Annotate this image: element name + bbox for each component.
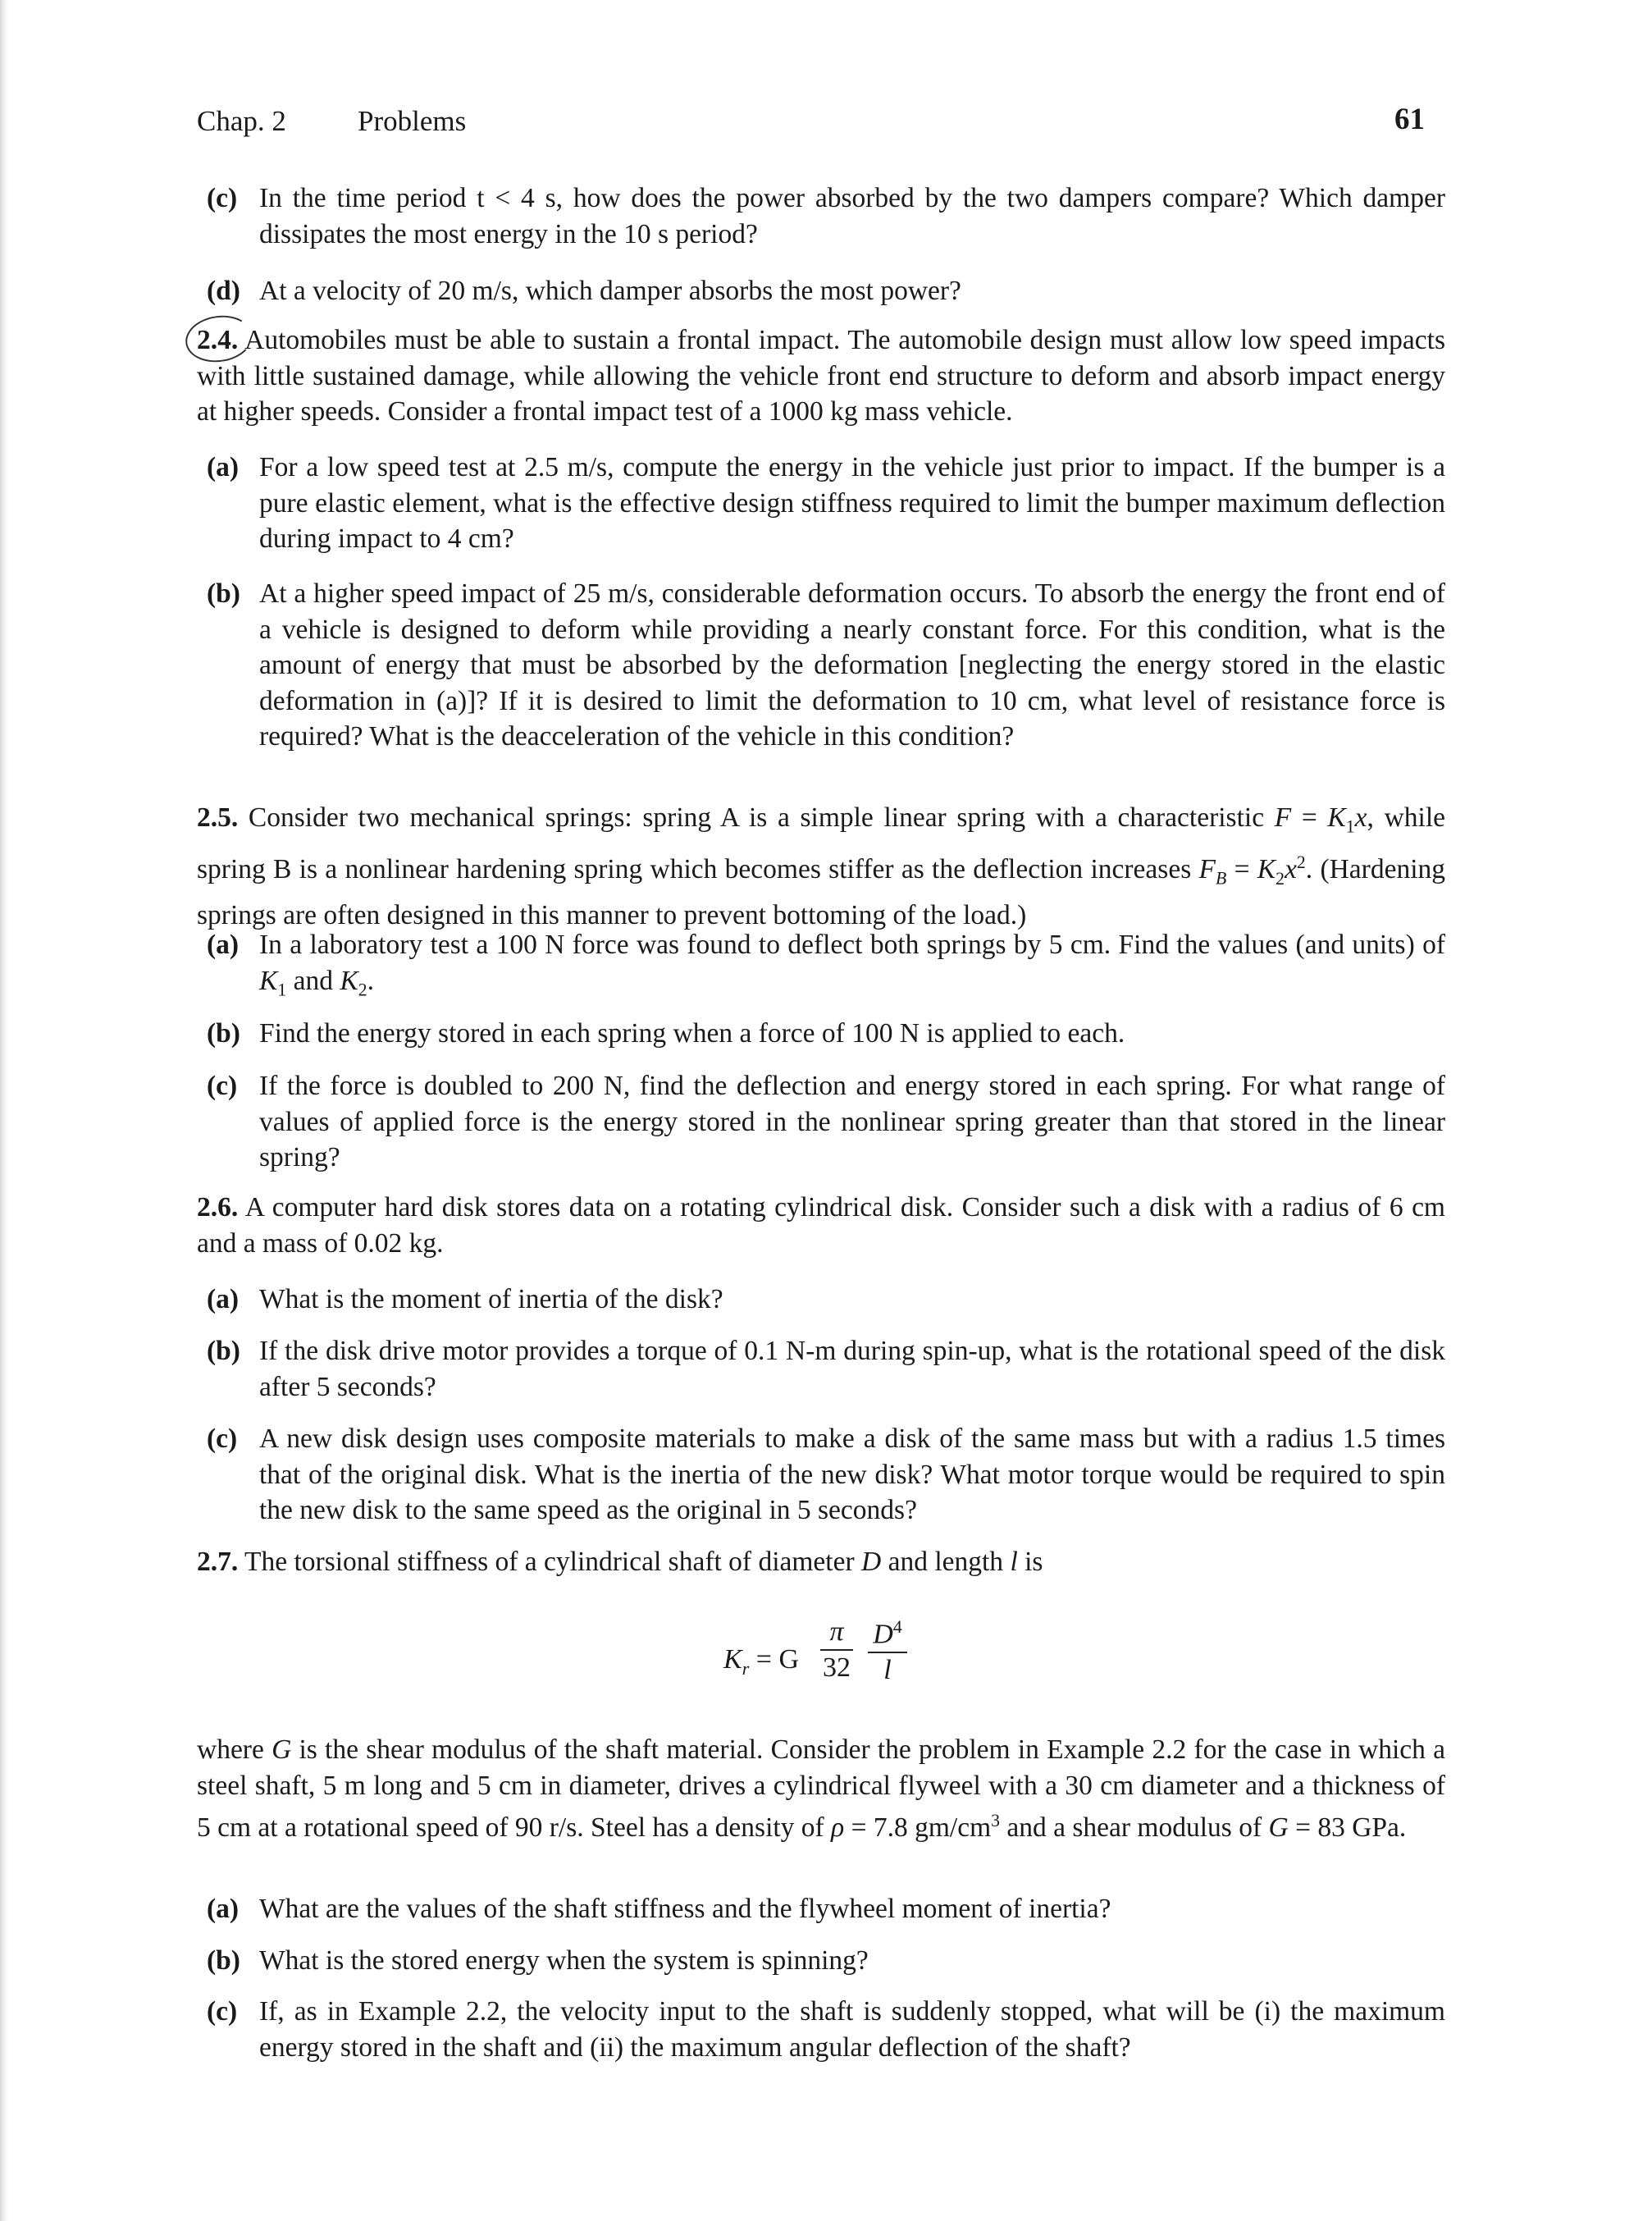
- part-label: (b): [207, 1336, 240, 1366]
- part-label: (a): [207, 1284, 240, 1314]
- problem-2-3-part-c: [207, 181, 1445, 252]
- problem-2-5-part-b: [207, 1016, 1445, 1052]
- problem-2-6: [197, 1190, 1445, 1261]
- problem-text: A computer hard disk stores data on a rotating cylindrical disk. Consider such a disk with a radius of 6 cm and a mass of 0.02 kg.: [197, 1192, 1445, 1259]
- part-text: What is the moment of inertia of the disk?: [259, 1284, 723, 1314]
- problem-2-4: [197, 322, 1445, 430]
- part-label: (b): [207, 1018, 240, 1049]
- part-label: (c): [207, 1424, 238, 1454]
- problem-text: Automobiles must be able to sustain a frontal impact. The automobile design must allow low speed impacts with little sustained damage, while allowing the vehicle front end structure to deform and absorb impact energy at higher speeds. Consider a frontal impact test of a 1000 kg mass vehicle.: [197, 325, 1445, 427]
- part-label: (c): [207, 183, 238, 213]
- part-text: A new disk design uses composite materials to make a disk of the same mass but with a radius 1.5 times that of the original disk. What is the inertia of the new disk? What motor torque would be required to spin the new disk to the same speed as the original in 5 seconds?: [259, 1424, 1445, 1525]
- problem-2-3-part-d: [207, 273, 1445, 309]
- part-text: At a higher speed impact of 25 m/s, considerable deformation occurs. To absorb the energy the front end of a vehicle is designed to deform while providing a nearly constant force. For this condition, what is the amount of energy that must be absorbed by the deformation [neglecting the energy stored in the elastic deformation in (a)]? If it is desired to limit the deformation to 10 cm, what level of resistance force is required? What is the deacceleration of the vehicle in this condition?: [259, 578, 1445, 752]
- part-label: (a): [207, 930, 240, 960]
- problem-2-6-part-c: [207, 1421, 1445, 1529]
- problem-2-5-part-a: [207, 927, 1445, 1008]
- problem-2-7-part-a: [207, 1891, 1445, 1927]
- formula-fraction-pi-over-32: π 32: [820, 1616, 853, 1684]
- part-label: (c): [207, 1996, 238, 2027]
- problem-number: 2.6.: [197, 1192, 239, 1222]
- problem-2-7-description: where G is the shear modulus of the shaft material. Consider the problem in Example 2.2 for the case in which a steel shaft, 5 m long and 5 cm in diameter, drives a cylindrical flyweel with a 30 cm diameter and a thickness of 5 cm at a rotational speed of 90 r/s. Steel has a density of ρ = 7.8 $gm/cm^3$ and a shear modulus of G = 83 GPa.: [197, 1734, 1446, 1844]
- problem-2-5: 2.5. Consider two mechanical springs: spring A is a simple linear spring with a characteristic $F = K_1x$, while spring B is a nonlinear hardening spring which becomes stiffer as the deflection increases $F_B = K_2x^2$. (Hardening springs are often designed in this manner to prevent bottoming of the load.): [197, 802, 1446, 930]
- part-text: What are the values of the shaft stiffness and the flywheel moment of inertia?: [259, 1894, 1111, 1924]
- scan-edge-shadow: [0, 0, 8, 2221]
- problem-2-7: 2.7. The torsional stiffness of a cylindrical shaft of diameter D and length l is: [197, 1547, 1043, 1577]
- part-label: (a): [207, 1894, 240, 1924]
- part-label: (b): [207, 578, 240, 609]
- problem-2-4-part-b: [207, 576, 1445, 755]
- chapter-label: Chap. 2: [197, 105, 286, 137]
- problem-2-5-part-c: [207, 1068, 1445, 1176]
- problem-2-6-part-a: [207, 1282, 1445, 1318]
- part-label: (a): [207, 452, 240, 482]
- part-text: In a laboratory test a 100 N force was found to deflect both springs by 5 cm. Find the values (and units) of $K_1$ and $K_2$.: [259, 930, 1445, 1000]
- problem-2-7-part-c: [207, 1994, 1445, 2065]
- part-text: At a velocity of 20 m/s, which damper absorbs the most power?: [259, 276, 961, 306]
- part-label: (d): [207, 276, 240, 306]
- problem-2-7-part-b: [207, 1943, 1445, 1979]
- problem-number-circled: 2.4.: [197, 322, 238, 359]
- formula-fraction-d4-over-l: $D^4$ l: [868, 1616, 907, 1686]
- part-text: If, as in Example 2.2, the velocity input to the shaft is suddenly stopped, what will be (i) the maximum energy stored in the shaft and (ii) the maximum angular deflection of the shaft?: [259, 1996, 1445, 2063]
- section-label: Problems: [358, 105, 467, 137]
- running-header: [197, 105, 466, 138]
- part-label: (c): [207, 1071, 238, 1101]
- part-text: If the force is doubled to 200 N, find the deflection and energy stored in each spring. For what range of values of applied force is the energy stored in the nonlinear spring greater than that stored in the linear spring?: [259, 1071, 1445, 1172]
- formula-lhs: $K_r = G$: [723, 1644, 800, 1679]
- problem-number: 2.5.: [197, 802, 239, 833]
- part-text: In the time period t < 4 s, how does the power absorbed by the two dampers compare? Which damper dissipates the most energy in the 10 s period?: [259, 183, 1445, 249]
- problem-2-6-part-b: [207, 1333, 1445, 1405]
- page-number: 61: [1394, 103, 1425, 136]
- part-text: If the disk drive motor provides a torque of 0.1 N-m during spin-up, what is the rotational speed of the disk after 5 seconds?: [259, 1336, 1445, 1402]
- part-text: Find the energy stored in each spring when a force of 100 N is applied to each.: [259, 1018, 1125, 1049]
- problem-number: 2.7.: [197, 1547, 239, 1577]
- problem-2-4-part-a: [207, 450, 1445, 557]
- torsional-stiffness-formula: [723, 1616, 920, 1698]
- part-label: (b): [207, 1945, 240, 1976]
- handwritten-circle-mark: [183, 312, 256, 367]
- part-text: What is the stored energy when the system is spinning?: [259, 1945, 869, 1976]
- part-text: For a low speed test at 2.5 m/s, compute the energy in the vehicle just prior to impact. If the bumper is a pure elastic element, what is the effective design stiffness required to limit the bumper maximum deflection during impact to 4 cm?: [259, 452, 1445, 554]
